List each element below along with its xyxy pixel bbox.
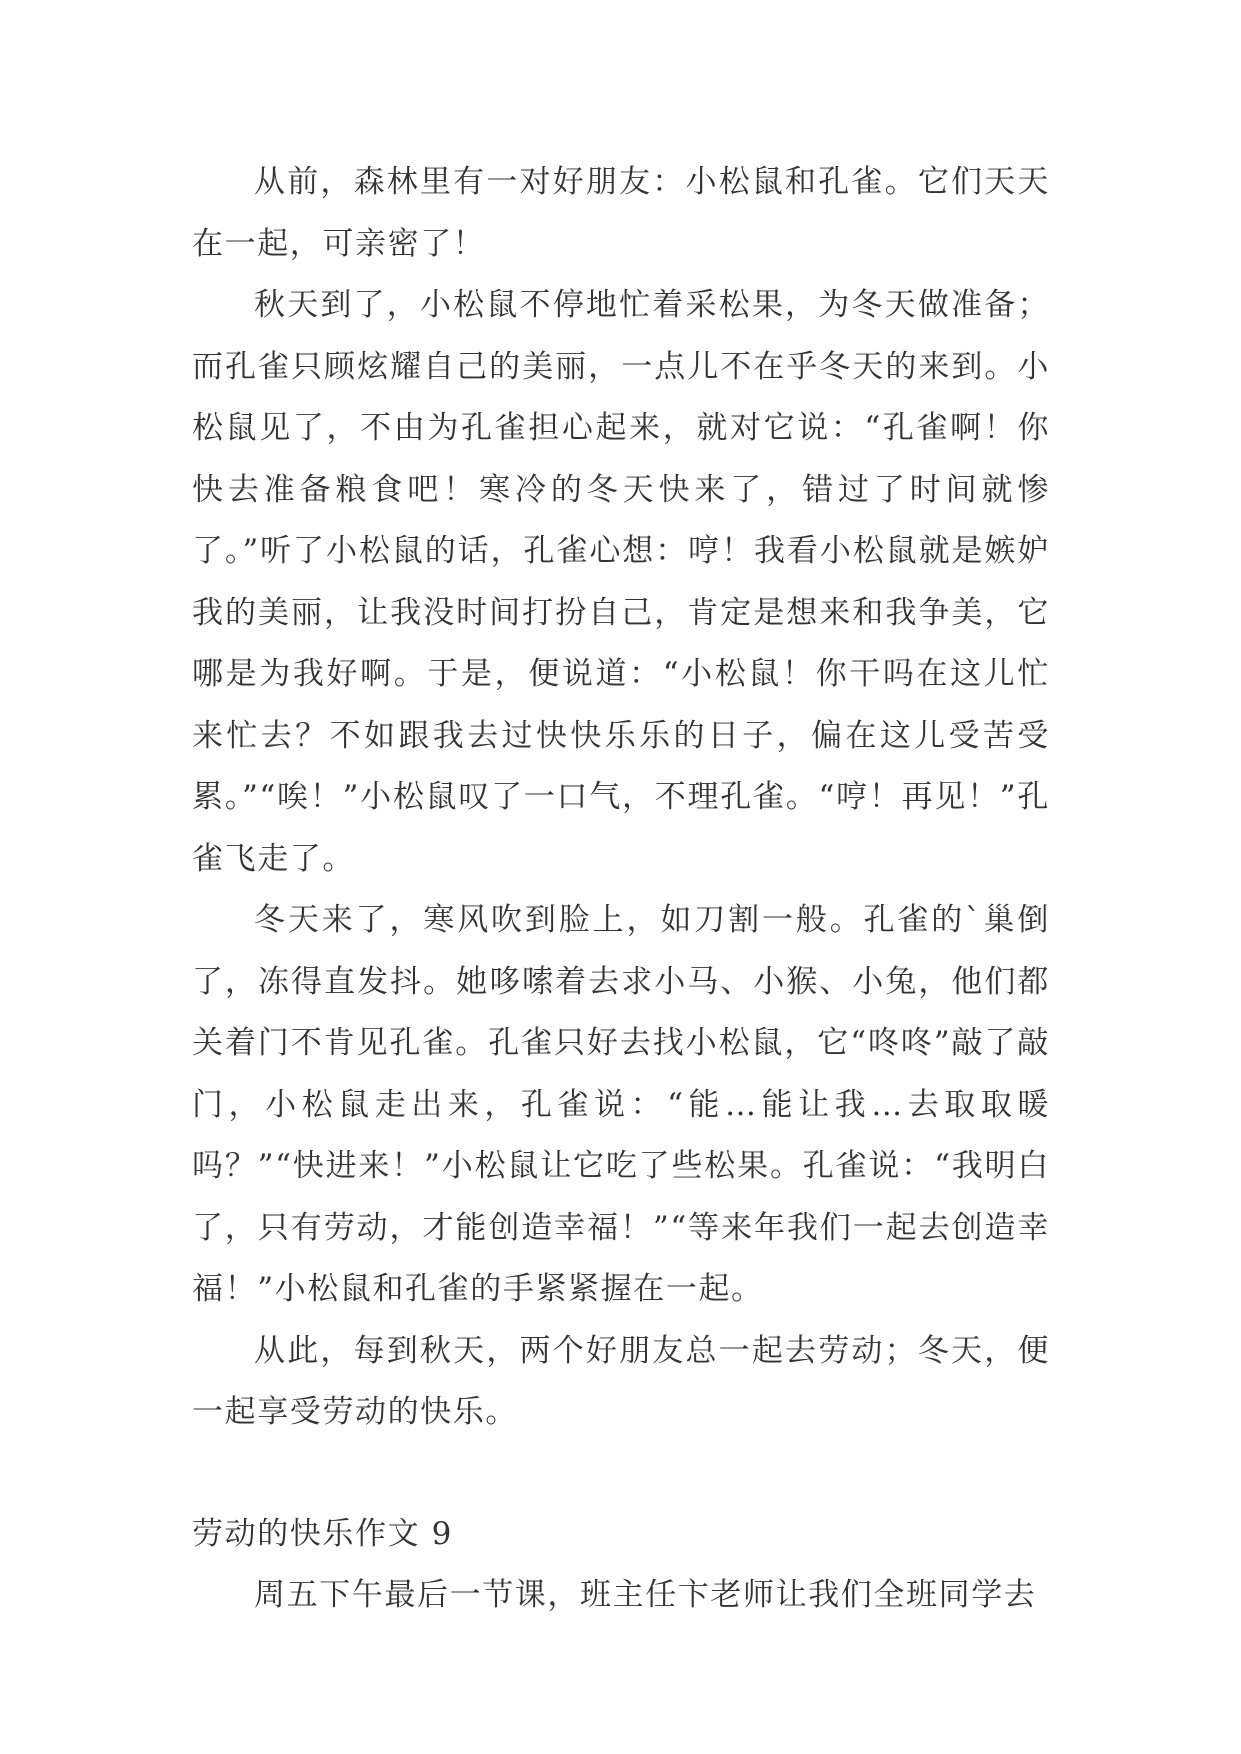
paragraph-friends: 从前，森林里有一对好朋友：小松鼠和孔雀。它们天天在一起，可亲密了！ — [192, 164, 1050, 262]
paragraph-conclusion: 从此，每到秋天，两个好朋友总一起去劳动；冬天，便一起享受劳动的快乐。 — [192, 1332, 1050, 1430]
paragraph-next-essay: 周五下午最后一节课，班主任卞老师让我们全班同学去 — [254, 1577, 1037, 1613]
essay-heading: 劳动的快乐作文 9 — [192, 1515, 453, 1552]
paragraph-autumn: 秋天到了，小松鼠不停地忙着采松果，为冬天做准备；而孔雀只顾炫耀自己的美丽，一点儿不在乎冬天的来到。小松鼠见了，不由为孔雀担心起来，就对它说：“孔雀啊！你快去准备粮食吧！寒冷的冬天快来了，错过了时间就惨了。”听了小松鼠的话，孔雀心想：哼！我看小松鼠就是嫉妒我的美丽，让我没时间打扮自己，肯定是想来和我争美，它哪是为我好啊。于是，便说道：“小松鼠！你干吗在这儿忙来忙去？不如跟我去过快快乐乐的日子，偏在这儿受苦受累。”“唉！”小松鼠叹了一口气，不理孔雀。“哼！再见！”孔雀飞走了。 — [192, 287, 1050, 877]
paragraph-winter: 冬天来了，寒风吹到脸上，如刀割一般。孔雀的`巢倒了，冻得直发抖。她哆嗦着去求小马、小猴、小兔，他们都关着门不肯见孔雀。孔雀只好去找小松鼠，它“咚咚”敲了敲门，小松鼠走出来，孔雀说：“能…能让我…去取取暖吗？”“快进来！”小松鼠让它吃了些松果。孔雀说：“我明白了，只有劳动，才能创造幸福！”“等来年我们一起去创造幸福！”小松鼠和孔雀的手紧紧握在一起。 — [192, 902, 1050, 1307]
document-body — [192, 152, 1050, 1627]
